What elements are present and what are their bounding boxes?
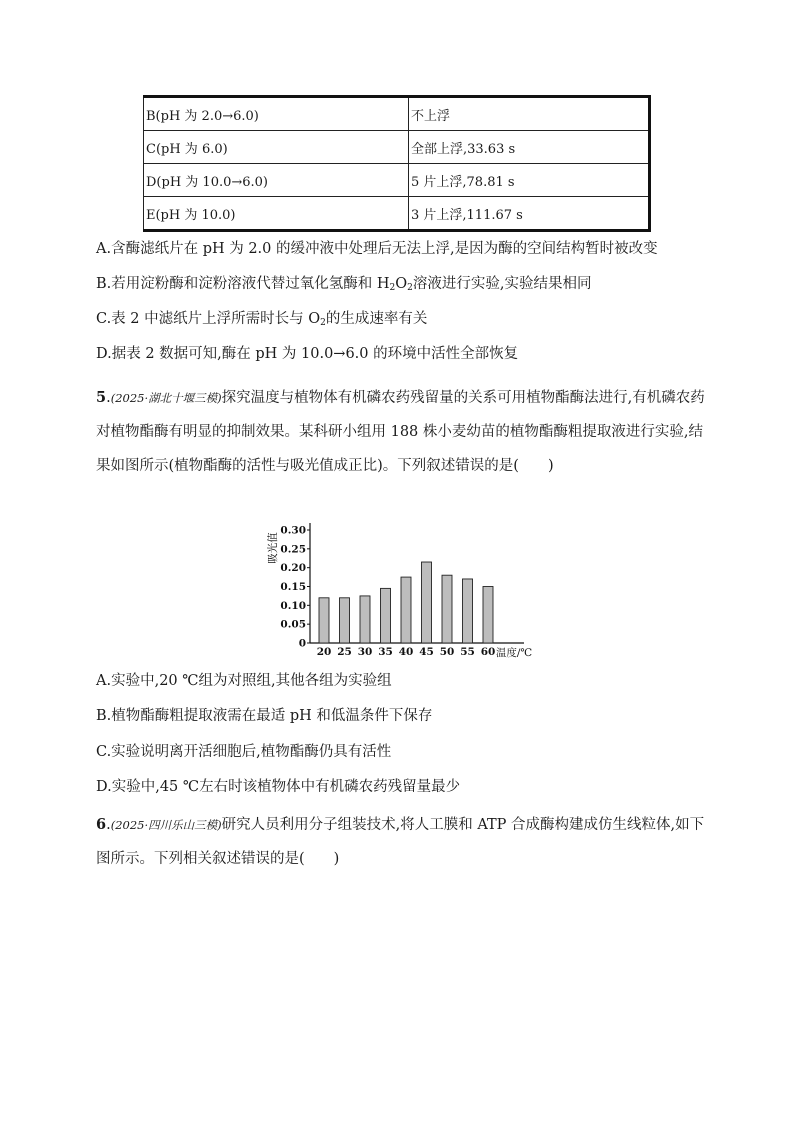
q4-option-a: A.含酶滤纸片在 pH 为 2.0 的缓冲液中处理后无法上浮,是因为酶的空间结构暂时被改变 — [96, 241, 658, 257]
q5-option-c: C.实验说明离开活细胞后,植物酯酶仍具有活性 — [96, 744, 392, 760]
table-row — [144, 131, 650, 164]
table-cell-result: 3 片上浮,111.67 s — [409, 197, 650, 231]
question-stem: 探究温度与植物体有机磷农药残留量的关系可用植物酯酶法进行,有机磷农药对植物酯酶有明显的抑制效果。某科研小组用 188 株小麦幼苗的植物酯酶粗提取液进行实验,结果如图所示(植物酯酶的活性与吸光值成正比)。下列叙述错误的是( ) — [96, 390, 705, 474]
absorbance-bar-chart — [262, 518, 542, 658]
q4-option-c-text: 的生成速率有关 — [325, 311, 428, 327]
x-tick-label: 30 — [357, 646, 373, 658]
table-cell-group: B(pH 为 2.0→6.0) — [144, 97, 409, 131]
table-row — [144, 164, 650, 197]
y-tick-label: 0.15 — [280, 581, 306, 593]
x-tick-label: 60 — [480, 646, 496, 658]
q4-option-b-text: 溶液进行实验,实验结果相同 — [412, 276, 592, 292]
y-tick-label: 0.30 — [280, 524, 306, 537]
bar — [360, 596, 370, 643]
q4-option-d: D.据表 2 数据可知,酶在 pH 为 10.0→6.0 的环境中活性全部恢复 — [96, 346, 519, 362]
bar — [483, 587, 493, 644]
bar — [401, 577, 411, 643]
x-tick-label: 55 — [460, 646, 475, 658]
question-source: (2025·四川乐山三模) — [110, 818, 222, 832]
question-number: 6 — [96, 816, 107, 833]
y-tick-label: 0.20 — [280, 562, 306, 575]
q5-option-a: A.实验中,20 ℃组为对照组,其他各组为实验组 — [96, 673, 392, 689]
y-tick-label: 0.05 — [280, 618, 306, 631]
x-tick-label: 35 — [378, 646, 393, 658]
subscript: 2 — [407, 283, 413, 293]
x-tick-label: 45 — [419, 646, 434, 658]
x-tick-label: 20 — [316, 646, 332, 658]
question-number: 5 — [96, 389, 107, 406]
table-cell-group: E(pH 为 10.0) — [144, 197, 409, 231]
results-table — [143, 95, 651, 232]
q4-option-c-text: C.表 2 中滤纸片上浮所需时长与 O — [96, 311, 321, 327]
y-axis-label: 吸光值 — [267, 532, 279, 564]
bar — [319, 598, 329, 643]
x-tick-label: 50 — [439, 646, 455, 658]
table-row — [144, 197, 650, 231]
bar — [381, 588, 391, 643]
question-source: (2025·湖北十堰三模) — [110, 391, 222, 405]
q4-option-b-text: B.若用淀粉酶和淀粉溶液代替过氧化氢酶和 H — [96, 276, 390, 292]
y-tick-label: 0 — [298, 637, 306, 650]
question-stem: 研究人员利用分子组装技术,将人工膜和 ATP 合成酶构建成仿生线粒体,如下图所示。下列相关叙述错误的是( ) — [96, 817, 705, 867]
question-5 — [96, 381, 706, 483]
bar — [340, 598, 350, 643]
q5-option-b: B.植物酯酶粗提取液需在最适 pH 和低温条件下保存 — [96, 708, 433, 724]
subscript: 2 — [389, 283, 396, 293]
x-tick-label: 40 — [398, 646, 414, 658]
q5-option-d: D.实验中,45 ℃左右时该植物体中有机磷农药残留量最少 — [96, 779, 461, 795]
table-cell-group: C(pH 为 6.0) — [144, 131, 409, 164]
table-cell-result: 5 片上浮,78.81 s — [409, 164, 650, 197]
question-dot: . — [106, 817, 111, 833]
bar — [463, 579, 473, 643]
table-cell-result: 全部上浮,33.63 s — [409, 131, 650, 164]
table-cell-group: D(pH 为 10.0→6.0) — [144, 164, 409, 197]
table-cell-result: 不上浮 — [409, 97, 650, 131]
y-tick-label: 0.25 — [280, 543, 306, 556]
q4-option-c — [96, 309, 427, 333]
x-axis-label: 温度/℃ — [495, 647, 533, 658]
q4-option-b-text: O — [395, 276, 408, 292]
x-tick-label: 25 — [337, 646, 352, 658]
bar — [422, 562, 432, 643]
subscript: 2 — [320, 318, 326, 328]
question-dot: . — [106, 390, 111, 406]
q4-option-b — [96, 274, 592, 298]
question-6 — [96, 808, 706, 876]
bar — [442, 575, 452, 643]
y-tick-label: 0.10 — [280, 599, 306, 612]
table-row — [144, 97, 650, 131]
